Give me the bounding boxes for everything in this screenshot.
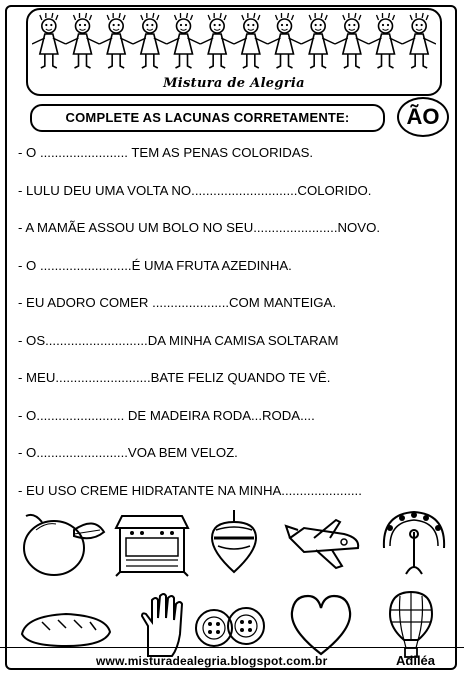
sentence-list (18, 142, 454, 517)
child-figure-icon (167, 13, 201, 68)
spinning-top-icon (204, 508, 264, 578)
child-figure-icon (133, 13, 167, 68)
sentence-line: - EU USO CREME HIDRATANTE NA MINHA...................... (18, 482, 362, 498)
site-url[interactable]: www.misturadealegria.blogspot.com.br (96, 654, 328, 668)
brand-title: Mistura de Alegria (163, 76, 305, 91)
sentence-line: - EU ADORO COMER .....................COM MANTEIGA. (18, 295, 336, 310)
children-row-illustration (32, 12, 436, 74)
child-figure-icon (268, 13, 302, 68)
child-figure-icon (99, 13, 133, 68)
sentence-line: - LULU DEU UMA VOLTA NO.............................COLORIDO. (18, 182, 372, 198)
sentence-line: - O........................ DE MADEIRA RODA...RODA.... (18, 407, 315, 423)
stove-icon (112, 508, 192, 578)
header-banner (26, 8, 442, 96)
child-figure-icon (402, 13, 436, 68)
sentence-line: - A MAMÃE ASSOU UM BOLO NO SEU.......................NOVO. (18, 220, 380, 235)
author-name: Adiléa (396, 653, 436, 668)
child-figure-icon (369, 13, 403, 68)
syllable-badge: ÃO (397, 97, 449, 137)
child-figure-icon (200, 13, 234, 68)
child-figure-icon (66, 13, 100, 68)
airplane-icon (284, 508, 364, 578)
peacock-icon (376, 508, 452, 578)
sentence-line: - O ........................ TEM AS PENAS COLORIDAS. (18, 145, 314, 160)
child-figure-icon (301, 13, 335, 68)
sentence-line: - MEU..........................BATE FELIZ QUANDO TE VÊ. (18, 370, 331, 385)
child-figure-icon (335, 13, 369, 68)
child-figure-icon (32, 13, 66, 68)
sentence-line: - O .........................É UMA FRUTA AZEDINHA. (18, 257, 292, 273)
sentence-line: - O.........................VOA BEM VELOZ. (18, 445, 238, 460)
footer (0, 647, 464, 678)
lemon-icon (16, 508, 106, 578)
instruction-title: COMPLETE AS LACUNAS CORRETAMENTE: (30, 104, 385, 132)
child-figure-icon (234, 13, 268, 68)
sentence-line: - OS............................DA MINHA CAMISA SOLTARAM (18, 332, 339, 348)
picture-row-1 (14, 508, 454, 578)
